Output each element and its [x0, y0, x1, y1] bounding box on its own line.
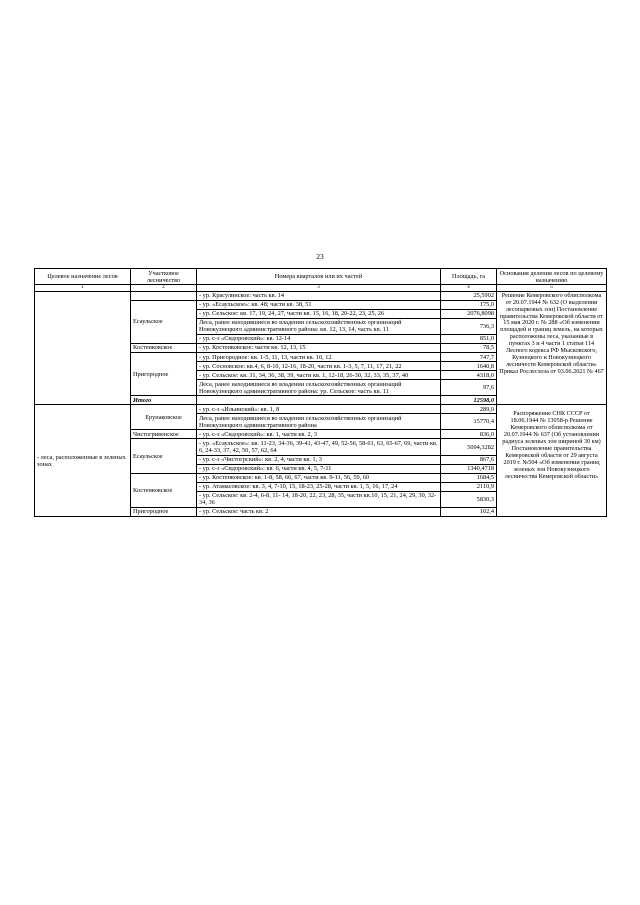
district-cell: Есаульское — [131, 439, 197, 473]
district-cell: Есаульское — [131, 300, 197, 343]
district-cell: Костенковское — [131, 343, 197, 352]
quarters-cell: - ур. Костенковское: части кв. 12, 13, 15 — [197, 343, 441, 352]
quarters-cell: - ур. Сосновское: кв.4, 6, 8-10, 12-16, 18-20, части кв. 1-3, 5, 7, 11, 17, 21, 22 — [197, 362, 441, 371]
quarters-cell: - ур. Костенковское: кв. 1-8, 58, 66, 67, части кв. 9-11, 56, 59, 60 — [197, 473, 441, 482]
header-quarters: Номера кварталов или их частей — [197, 269, 441, 285]
table-row — [35, 291, 607, 300]
quarters-cell: - ур. Пригородное: кв. 1-5, 11, 13, части кв. 10, 12 — [197, 353, 441, 362]
district-cell: Пригородное — [131, 353, 197, 396]
total-spacer — [197, 396, 441, 405]
purpose-cell — [35, 291, 131, 405]
quarters-cell: Леса, ранее находившиеся во владении сельскохозяйственных организаций Новокузнецкого административного района: кв. 12, 13, 14, часть кв. 11 — [197, 318, 441, 334]
area-cell: 97,6 — [441, 380, 497, 396]
area-cell: 4318,0 — [441, 371, 497, 380]
district-cell: Ерунаковское — [131, 405, 197, 430]
quarters-cell: - ур. с-з «Сидоровский»: кв. 1, части кв. 2, 3 — [197, 430, 441, 439]
total-label: Итого — [131, 396, 197, 405]
quarters-cell: - ур. с-з «Ильинский»: кв. 1, 8 — [197, 405, 441, 414]
quarters-cell: - ур. «Есаульское»: кв. 48; части кв. 38, 51 — [197, 300, 441, 309]
quarters-cell: - ур. Атамасовское: кв. 3, 4, 7-10, 15, 18-23, 25-28, части кв. 1, 5, 16, 17, 24 — [197, 482, 441, 491]
column-number: 4 — [441, 285, 497, 292]
area-cell: 5094,3282 — [441, 439, 497, 455]
area-cell: 2110,9 — [441, 482, 497, 491]
basis-cell: Распоряжение СНК СССР от 18.06.1944 № 13058-р Решение Кемеровского облисполкома от 20.07.1944 № 637 (Об установлении радиуса зеленых зон шириной 30 км) Постановление правительства Кемеровской области от 29 августа 2019 г. №504 «Об изменении границ зеленых зон Новокузнецкого лесничества Кемеровской области» — [497, 405, 607, 517]
quarters-cell: - ур. с-з «Сидоровский»: кв. 12-14 — [197, 334, 441, 343]
district-cell: Пригородное — [131, 507, 197, 516]
quarters-cell: - ур. Сельское: кв. 17, 19, 24, 27, части кв. 15, 16, 18, 20-22, 23, 25, 26 — [197, 309, 441, 318]
column-number: 2 — [131, 285, 197, 292]
quarters-cell: - ур. с-з «Сидоровский»: кв. 6, части кв. 4, 5, 7-11 — [197, 464, 441, 473]
quarters-cell: - ур. Сельское: часть кв. 2 — [197, 507, 441, 516]
area-cell: 175,0 — [441, 300, 497, 309]
header-purpose: Целевое назначение лесов — [35, 269, 131, 285]
quarters-cell: - ур. «Есаульское»: кв. 11-23, 34-36, 39-41, 43-47, 49, 52-56, 58-61, 63, 65-67, 69, части кв. 6, 24-33, 37, 42, 50, 57, 62, 64 — [197, 439, 441, 455]
column-number: 3 — [197, 285, 441, 292]
header-district: Участковое лесничество — [131, 269, 197, 285]
table-row — [35, 405, 607, 414]
column-number: 5 — [497, 285, 607, 292]
area-cell: 289,0 — [441, 405, 497, 414]
column-number: 1 — [35, 285, 131, 292]
header-row — [35, 269, 607, 285]
area-cell: 25,5902 — [441, 291, 497, 300]
area-cell: 867,6 — [441, 455, 497, 464]
district-cell: Костенковское — [131, 473, 197, 507]
area-cell: 5830,3 — [441, 491, 497, 507]
area-cell: 102,4 — [441, 507, 497, 516]
quarters-cell: - ур. Красулинское: часть кв. 14 — [197, 291, 441, 300]
quarters-cell: Леса, ранее находившиеся во владении сельскохозяйственных организаций Новокузнецкого административного района — [197, 414, 441, 430]
total-value: 12598,0 — [441, 396, 497, 405]
area-cell: 1340,4718 — [441, 464, 497, 473]
area-cell: 1684,5 — [441, 473, 497, 482]
purpose-cell: - леса, расположенные в зеленых зонах — [35, 405, 131, 517]
area-cell: 851,0 — [441, 334, 497, 343]
area-cell: 747,7 — [441, 353, 497, 362]
column-number-row — [35, 285, 607, 292]
area-cell: 15770,4 — [441, 414, 497, 430]
quarters-cell: - ур. Сельское: кв. 2-4, 6-8, 11- 14, 18-20, 22, 23, 28, 35, части кв.10, 15, 21, 24, 29, 30, 32-34, 36 — [197, 491, 441, 507]
header-basis: Основания деления лесов по целевому назначению — [497, 269, 607, 285]
area-cell: 836,0 — [441, 430, 497, 439]
basis-cell: Решение Кемеровского облисполкома от 20.07.1944 № 632 (О выделении лесопарковых зон) Постановление правительства Кемеровской области от 15 мая 2020 г. № 288 «Об изменении площадей и границ земель, на которых расположены леса, указанные в пунктах 3 и 4 части 1 статьи 114 Лесного кодекса РФ Мысковского, Кузнецкого и Новокузнецкого лесничеств Кемеровской области» Приказ Рослесхоза от 03.06.2021 № 467 — [497, 291, 607, 405]
district-cell — [131, 291, 197, 300]
quarters-cell: - ур. Сельское: кв. 31, 34, 36, 38, 39, части кв. 1, 12-18, 26-30, 32, 33, 35, 37, 40 — [197, 371, 441, 380]
page-number: 23 — [316, 252, 324, 261]
area-cell: 736,3 — [441, 318, 497, 334]
area-cell: 2076,8098 — [441, 309, 497, 318]
area-cell: 78,5 — [441, 343, 497, 352]
forest-purpose-table — [34, 268, 607, 517]
quarters-cell: - ур. с-з «Чистогрский»: кв. 2, 4, части кв. 1, 3 — [197, 455, 441, 464]
district-cell: Чистогривенское — [131, 430, 197, 439]
area-cell: 1640,8 — [441, 362, 497, 371]
header-area: Площадь, га — [441, 269, 497, 285]
quarters-cell: Леса, ранее находившиеся во владении сельскохозяйственных организаций Новокузнецкого административного района: ур. Сельское: часть кв. 11 — [197, 380, 441, 396]
